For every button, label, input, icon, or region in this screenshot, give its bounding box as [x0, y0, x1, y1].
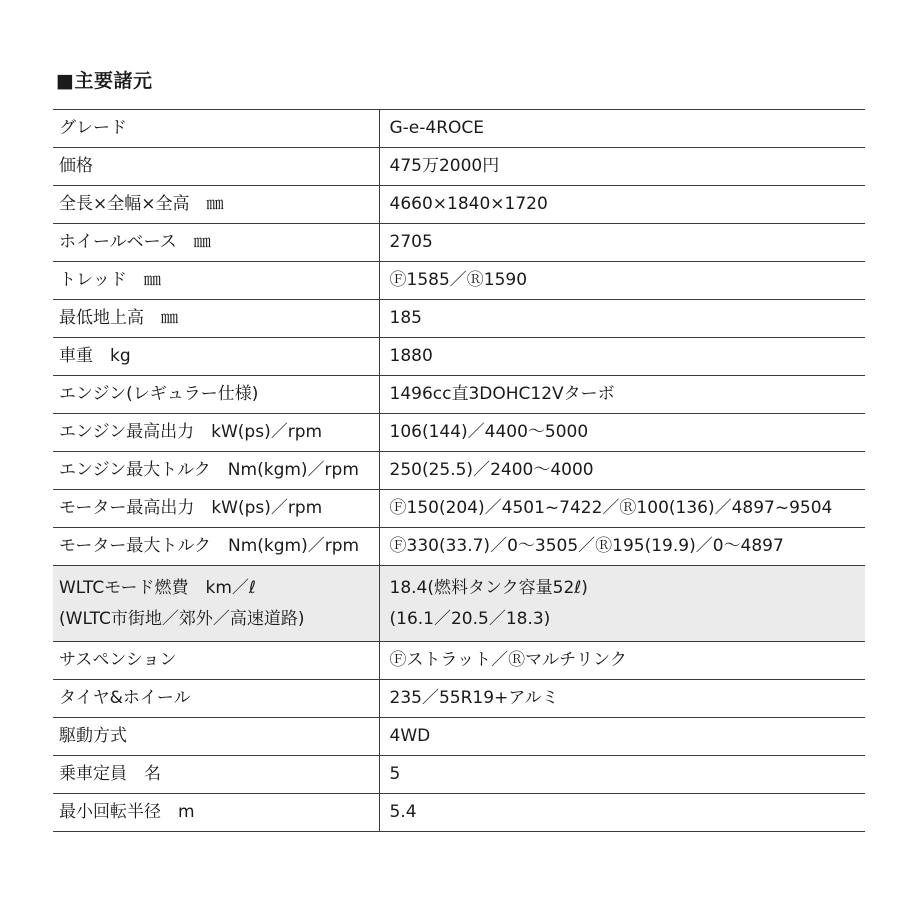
spec-label: モーター最大トルク Nm(kgm)／rpm	[53, 528, 379, 566]
spec-row-engine-power	[53, 414, 865, 452]
spec-label: 価格	[53, 148, 379, 186]
spec-row-tires	[53, 680, 865, 718]
spec-value: 2705	[379, 224, 865, 262]
spec-row-dimensions	[53, 186, 865, 224]
spec-value: 106(144)／4400〜5000	[379, 414, 865, 452]
spec-value: 1880	[379, 338, 865, 376]
spec-value: 185	[379, 300, 865, 338]
spec-value: 1496cc直3DOHC12Vターボ	[379, 376, 865, 414]
spec-label: サスペンション	[53, 642, 379, 680]
spec-value: 475万2000円	[379, 148, 865, 186]
spec-row-suspension	[53, 642, 865, 680]
spec-value: 250(25.5)／2400〜4000	[379, 452, 865, 490]
spec-value: Ⓕ150(204)／4501~7422／Ⓡ100(136)／4897~9504	[379, 490, 865, 528]
spec-row-turning-radius	[53, 794, 865, 832]
spec-value: 235／55R19+アルミ	[379, 680, 865, 718]
spec-row-drive	[53, 718, 865, 756]
spec-row-motor-torque	[53, 528, 865, 566]
spec-value: 5.4	[379, 794, 865, 832]
spec-label: タイヤ&ホイール	[53, 680, 379, 718]
spec-row-fuel-economy	[53, 566, 865, 642]
spec-table	[53, 109, 865, 832]
spec-label: 最低地上高 ㎜	[53, 300, 379, 338]
spec-label	[53, 566, 379, 642]
spec-label: 最小回転半径 m	[53, 794, 379, 832]
spec-label: 駆動方式	[53, 718, 379, 756]
spec-value: Ⓕ1585／Ⓡ1590	[379, 262, 865, 300]
spec-label-line: (WLTC市街地／郊外／高速道路)	[59, 608, 305, 629]
spec-row-grade	[53, 110, 865, 148]
spec-label: 乗車定員 名	[53, 756, 379, 794]
spec-row-engine-torque	[53, 452, 865, 490]
spec-label: エンジン最大トルク Nm(kgm)／rpm	[53, 452, 379, 490]
spec-label: エンジン最高出力 kW(ps)／rpm	[53, 414, 379, 452]
spec-value: 4660×1840×1720	[379, 186, 865, 224]
spec-label-line: WLTCモード燃費 km／ℓ	[59, 577, 256, 598]
spec-value: 4WD	[379, 718, 865, 756]
spec-label: エンジン(レギュラー仕様)	[53, 376, 379, 414]
spec-label: モーター最高出力 kW(ps)／rpm	[53, 490, 379, 528]
section-title: ■主要諸元	[56, 70, 153, 92]
spec-value: G-e-4ROCE	[379, 110, 865, 148]
spec-row-tread	[53, 262, 865, 300]
spec-value: Ⓕ330(33.7)／0〜3505／Ⓡ195(19.9)／0〜4897	[379, 528, 865, 566]
spec-value: Ⓕストラット／Ⓡマルチリンク	[379, 642, 865, 680]
spec-label: 車重 kg	[53, 338, 379, 376]
spec-value-line: 18.4(燃料タンク容量52ℓ)	[389, 577, 588, 598]
spec-label: 全長×全幅×全高 ㎜	[53, 186, 379, 224]
spec-row-weight	[53, 338, 865, 376]
spec-label: トレッド ㎜	[53, 262, 379, 300]
spec-label: グレード	[53, 110, 379, 148]
spec-row-engine	[53, 376, 865, 414]
spec-row-capacity	[53, 756, 865, 794]
spec-row-motor-power	[53, 490, 865, 528]
spec-row-ground-clearance	[53, 300, 865, 338]
spec-value-line: (16.1／20.5／18.3)	[389, 608, 551, 629]
spec-row-wheelbase	[53, 224, 865, 262]
spec-row-price	[53, 148, 865, 186]
spec-label: ホイールベース ㎜	[53, 224, 379, 262]
spec-value	[379, 566, 865, 642]
spec-value: 5	[379, 756, 865, 794]
